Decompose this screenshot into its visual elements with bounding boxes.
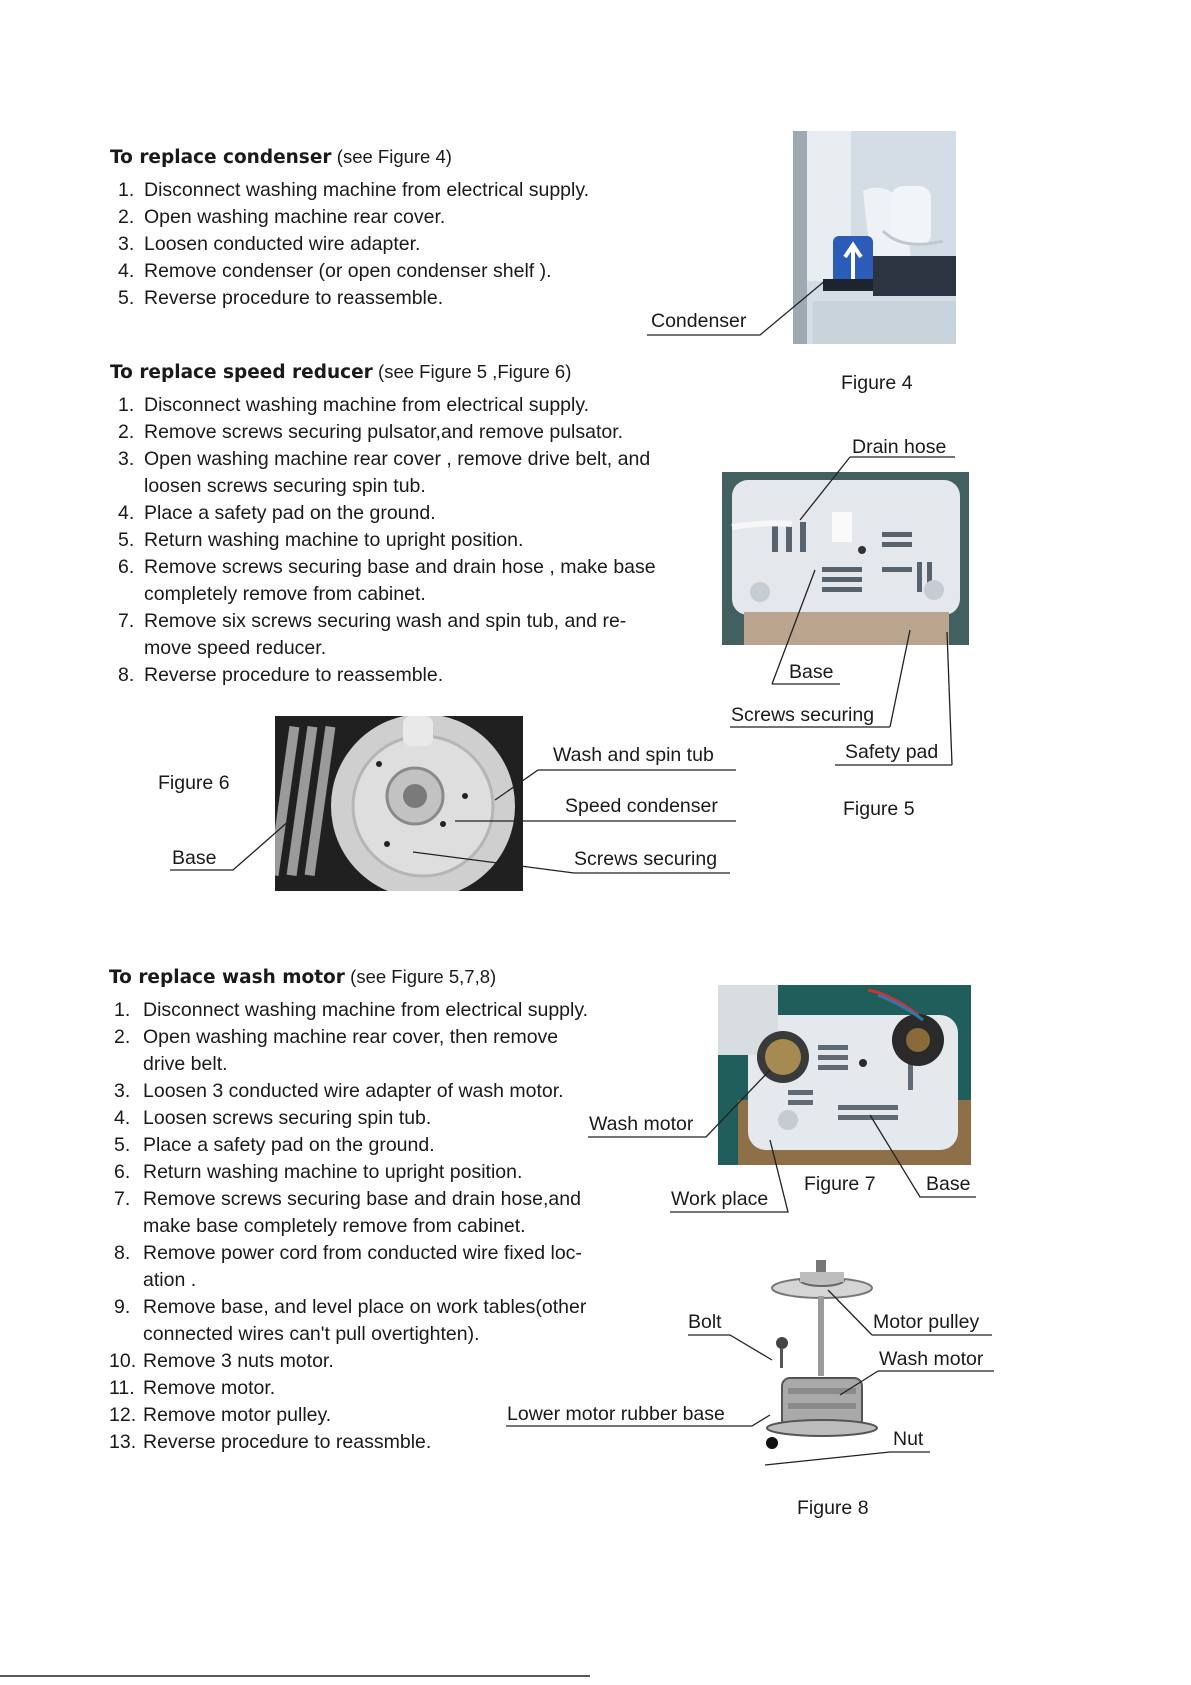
list-item: [110, 285, 670, 312]
label-fig5-screws-securing: Screws securing: [731, 704, 875, 726]
step-number: 7.: [118, 610, 135, 632]
step-text: Return washing machine to upright position.: [144, 529, 524, 551]
step-number: 4.: [118, 502, 135, 524]
list-item: [109, 1186, 669, 1240]
step-text: Open washing machine rear cover , remove drive belt, and loosen screws securing spin tub.: [144, 448, 651, 497]
step-number: 11.: [109, 1377, 135, 1399]
list-item: [110, 527, 670, 554]
leader-safety-pad: [947, 632, 952, 765]
list-item: [109, 997, 669, 1024]
step-text: Place a safety pad on the ground.: [144, 502, 436, 524]
step-number: 2.: [114, 1026, 131, 1048]
step-number: 1.: [118, 179, 135, 201]
list-item: [109, 1078, 669, 1105]
step-text: Remove motor.: [143, 1377, 276, 1399]
list-item: [110, 419, 670, 446]
step-number: 3.: [118, 448, 135, 470]
step-text: Disconnect washing machine from electrical supply.: [144, 179, 590, 201]
figure-7-photo: [718, 985, 971, 1165]
step-text: Reverse procedure to reassemble.: [144, 664, 444, 686]
step-number: 3.: [118, 233, 135, 255]
wash-motor-section: [109, 964, 669, 1456]
list-item: [110, 608, 670, 662]
condenser-steps: [110, 177, 670, 312]
list-item: [110, 662, 670, 689]
step-number: 12.: [109, 1404, 137, 1426]
list-item: [109, 1105, 669, 1132]
wash-motor-installed-illustration: [718, 985, 971, 1165]
label-work-place: Work place: [671, 1188, 769, 1210]
step-number: 4.: [118, 260, 135, 282]
step-text: Disconnect washing machine from electrical supply.: [144, 394, 590, 416]
step-number: 8.: [114, 1242, 131, 1264]
step-number: 6.: [118, 556, 135, 578]
list-item: [109, 1429, 669, 1456]
list-item: [109, 1348, 669, 1375]
list-item: [110, 258, 670, 285]
list-item: [110, 446, 670, 500]
figure-4-caption: Figure 4: [841, 372, 913, 394]
list-item: [110, 392, 670, 419]
list-item: [109, 1240, 669, 1294]
speed-reducer-section: [110, 359, 670, 689]
figure-5-photo: [722, 472, 969, 645]
step-text: Place a safety pad on the ground.: [143, 1134, 435, 1156]
step-text: Remove screws securing base and drain hose , make base completely remove from cabinet.: [144, 556, 656, 605]
step-number: 4.: [114, 1107, 131, 1129]
wash-motor-title: To replace wash motor: [109, 967, 345, 988]
wash-motor-ref: (see Figure 5,7,8): [350, 966, 497, 987]
step-number: 5.: [118, 287, 135, 309]
speed-reducer-steps: [110, 392, 670, 689]
label-motor-pulley: Motor pulley: [873, 1311, 980, 1333]
figure-7-caption: Figure 7: [804, 1173, 876, 1195]
condenser-title: To replace condenser: [110, 147, 332, 168]
speed-reducer-ref: (see Figure 5 ,Figure 6): [378, 361, 572, 382]
figure-6-caption: Figure 6: [158, 772, 230, 794]
step-number: 2.: [118, 421, 135, 443]
step-number: 2.: [118, 206, 135, 228]
step-number: 1.: [114, 999, 131, 1021]
label-lower-rubber-base: Lower motor rubber base: [507, 1403, 725, 1425]
label-fig8-wash-motor: Wash motor: [879, 1348, 984, 1370]
step-number: 7.: [114, 1188, 131, 1210]
list-item: [110, 204, 670, 231]
label-safety-pad: Safety pad: [845, 741, 939, 763]
label-fig6-screws-securing: Screws securing: [574, 848, 718, 870]
step-text: Reverse procedure to reassemble.: [144, 287, 444, 309]
label-condenser: Condenser: [651, 310, 747, 332]
label-bolt: Bolt: [688, 1311, 722, 1333]
figure-4-photo: [793, 131, 956, 344]
step-number: 5.: [114, 1134, 131, 1156]
step-text: Open washing machine rear cover, then remove drive belt.: [143, 1026, 559, 1075]
speed-reducer-heading: [110, 359, 670, 386]
figure-8-photo: [752, 1258, 892, 1458]
condenser-section: [110, 144, 670, 312]
label-fig5-base: Base: [789, 661, 834, 683]
label-nut: Nut: [893, 1428, 924, 1450]
step-text: Remove screws securing pulsator,and remove pulsator.: [144, 421, 624, 443]
step-text: Open washing machine rear cover.: [144, 206, 446, 228]
list-item: [109, 1024, 669, 1078]
label-fig7-base: Base: [926, 1173, 971, 1195]
label-wash-spin-tub: Wash and spin tub: [553, 744, 714, 766]
step-text: Return washing machine to upright position.: [143, 1161, 523, 1183]
step-text: Remove screws securing base and drain hose,and make base completely remove from cabinet.: [143, 1188, 581, 1237]
condenser-heading: [110, 144, 670, 171]
figure-8-caption: Figure 8: [797, 1497, 869, 1519]
condenser-illustration: [793, 131, 956, 344]
speed-reducer-title: To replace speed reducer: [110, 362, 373, 383]
motor-exploded-illustration: [752, 1258, 892, 1458]
figure-6-photo: [275, 716, 523, 891]
list-item: [109, 1375, 669, 1402]
list-item: [109, 1294, 669, 1348]
list-item: [110, 177, 670, 204]
label-drain-hose: Drain hose: [852, 436, 947, 458]
base-underside-illustration: [722, 472, 969, 645]
figure-5-caption: Figure 5: [843, 798, 915, 820]
step-number: 6.: [114, 1161, 131, 1183]
list-item: [110, 554, 670, 608]
step-number: 1.: [118, 394, 135, 416]
step-number: 10.: [109, 1350, 137, 1372]
step-number: 13.: [109, 1431, 137, 1453]
wash-motor-heading: [109, 964, 669, 991]
step-text: Remove 3 nuts motor.: [143, 1350, 334, 1372]
step-number: 5.: [118, 529, 135, 551]
list-item: [110, 500, 670, 527]
step-text: Remove condenser (or open condenser shelf ).: [144, 260, 552, 282]
step-text: Loosen conducted wire adapter.: [144, 233, 421, 255]
step-number: 8.: [118, 664, 135, 686]
step-text: Disconnect washing machine from electrical supply.: [143, 999, 589, 1021]
step-text: Loosen 3 conducted wire adapter of wash motor.: [143, 1080, 564, 1102]
step-number: 3.: [114, 1080, 131, 1102]
label-speed-condenser: Speed condenser: [565, 795, 718, 817]
step-text: Remove base, and level place on work tables(other connected wires can't pull overtighten).: [143, 1296, 587, 1345]
speed-reducer-illustration: [275, 716, 523, 891]
step-text: Loosen screws securing spin tub.: [143, 1107, 432, 1129]
condenser-ref: (see Figure 4): [336, 146, 452, 167]
wash-motor-steps: [109, 997, 669, 1456]
list-item: [109, 1159, 669, 1186]
step-text: Remove six screws securing wash and spin tub, and re-move speed reducer.: [144, 610, 627, 659]
label-fig7-wash-motor: Wash motor: [589, 1113, 694, 1135]
label-fig6-base: Base: [172, 847, 217, 869]
step-text: Remove power cord from conducted wire fixed loc-ation .: [143, 1242, 582, 1291]
step-text: Reverse procedure to reassmble.: [143, 1431, 432, 1453]
step-text: Remove motor pulley.: [143, 1404, 332, 1426]
step-number: 9.: [114, 1296, 131, 1318]
list-item: [109, 1132, 669, 1159]
list-item: [110, 231, 670, 258]
